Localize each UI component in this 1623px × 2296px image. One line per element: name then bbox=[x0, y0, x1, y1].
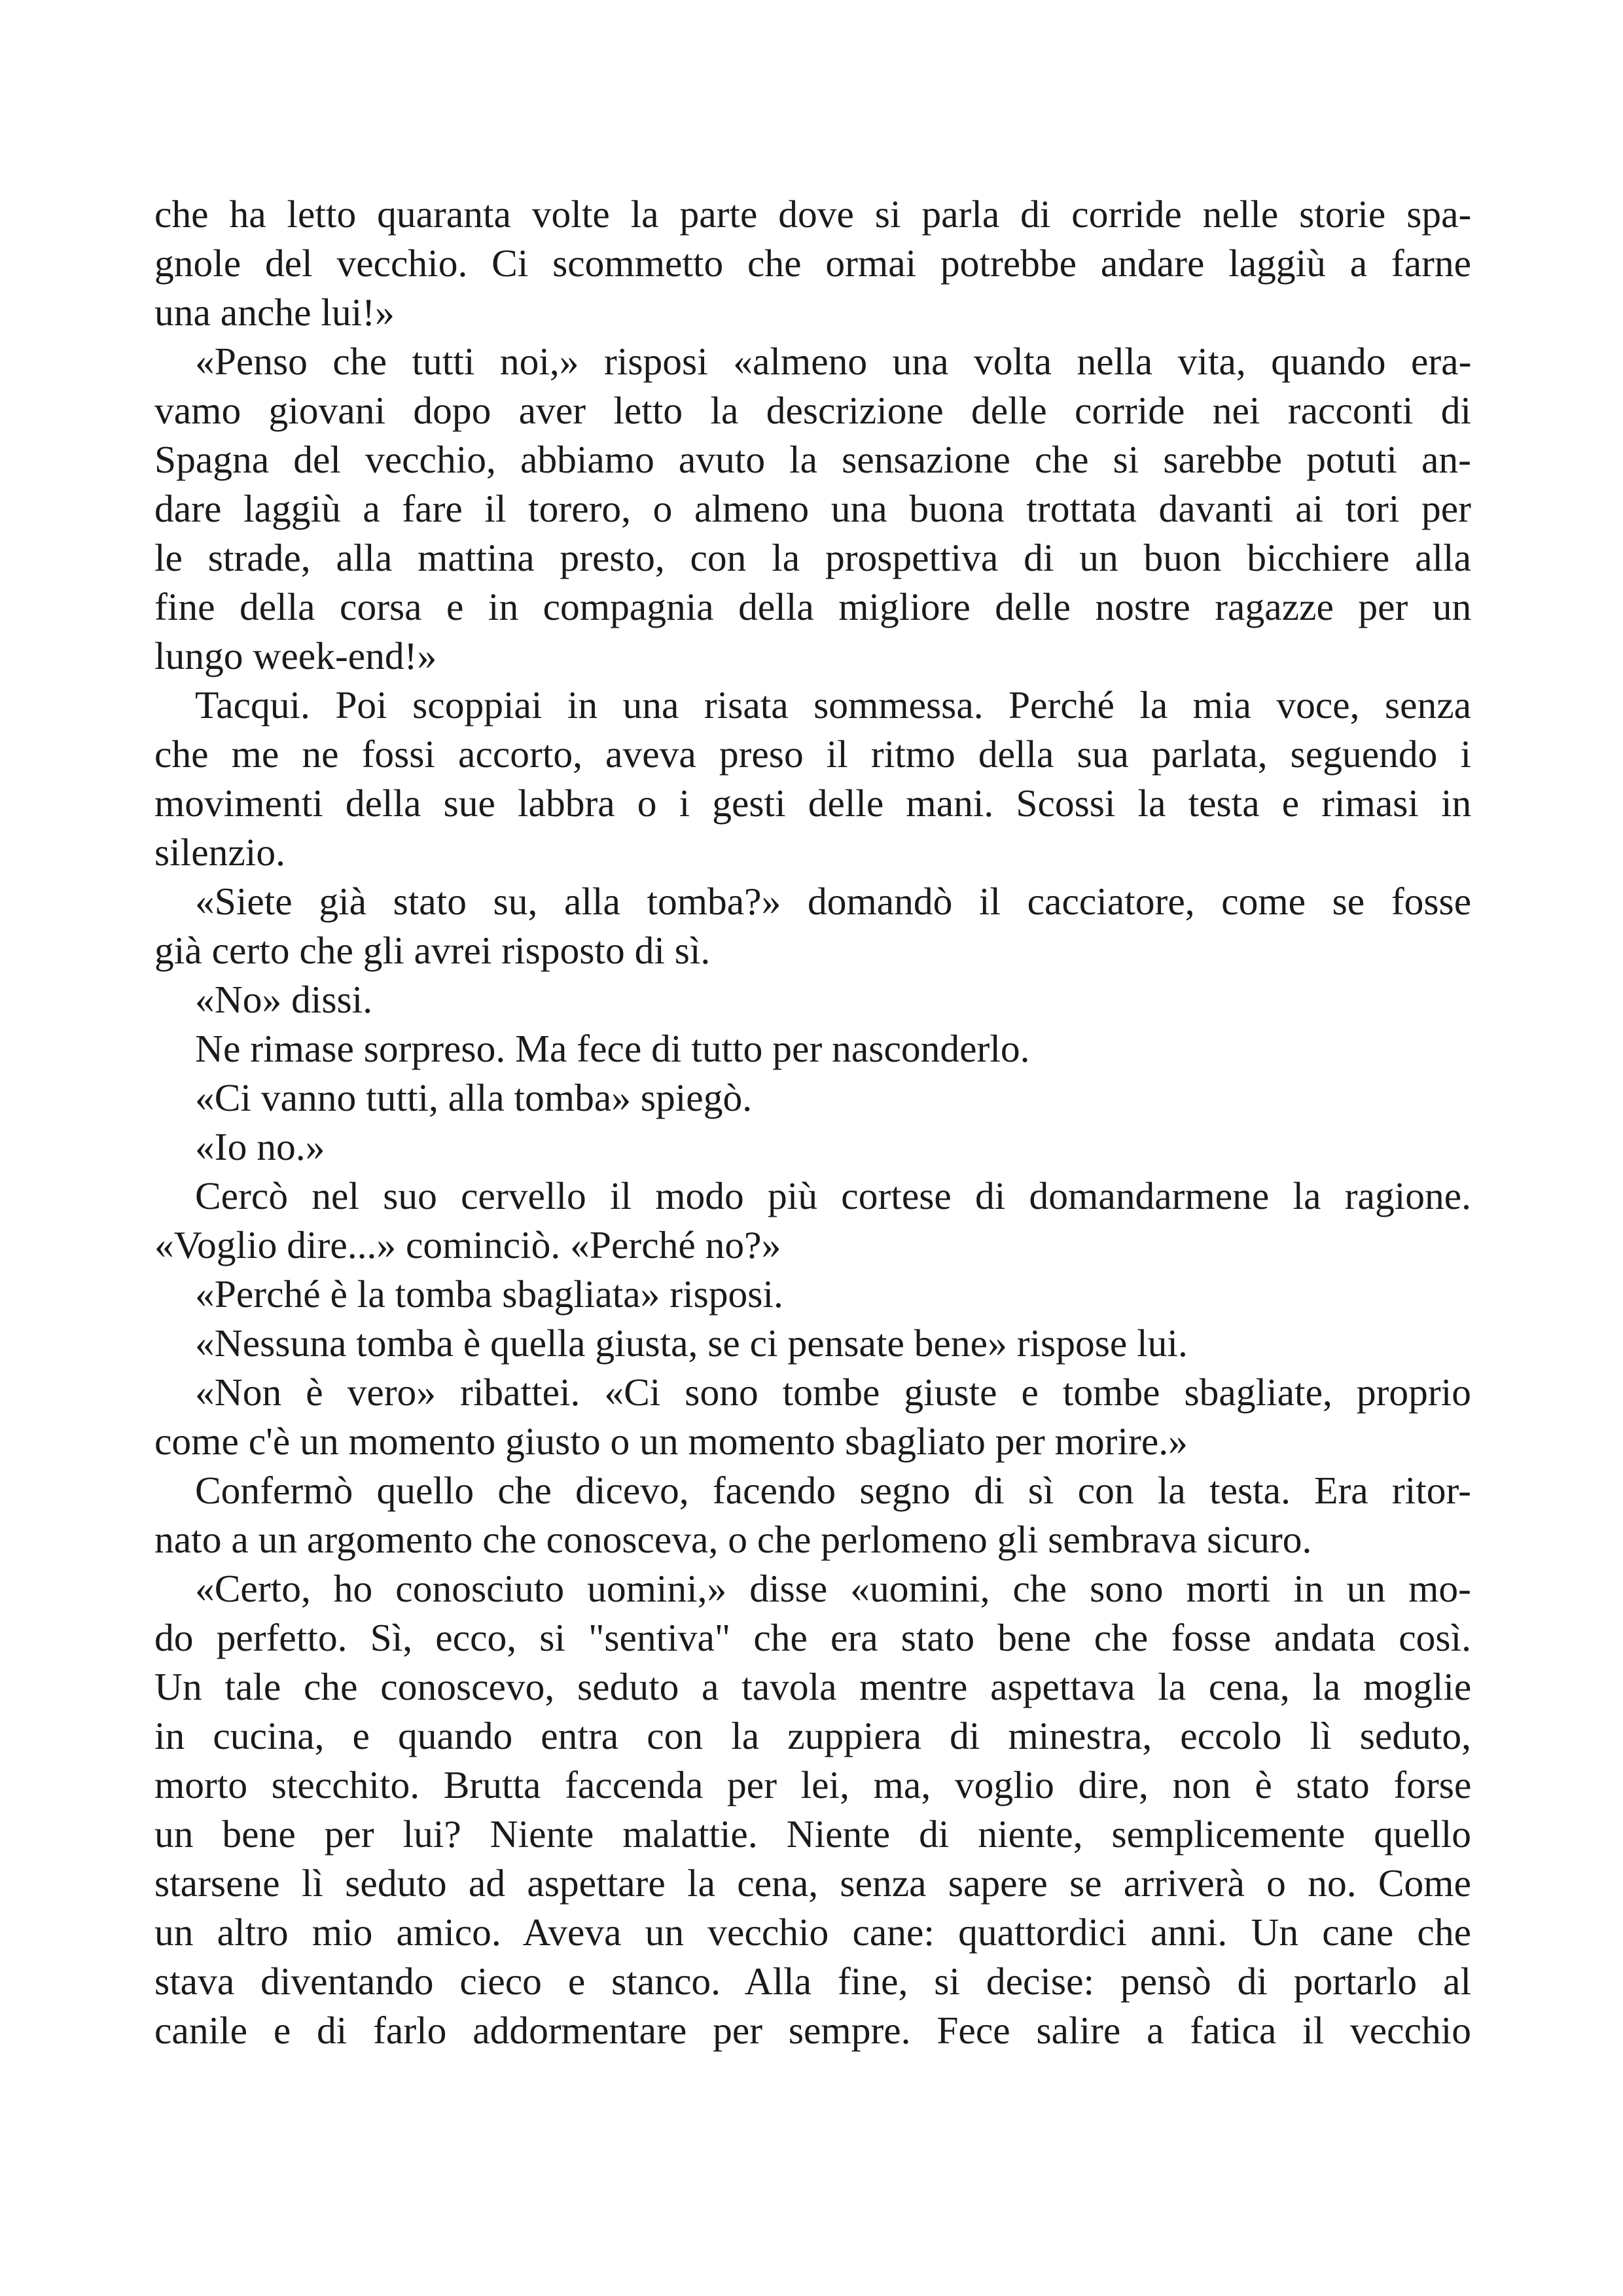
paragraph bbox=[154, 681, 1471, 877]
paragraph bbox=[154, 337, 1471, 681]
document-page bbox=[154, 190, 1471, 2055]
text-line: Tacqui. Poi scoppiai in una risata sommessa. Perché la mia voce, senza bbox=[195, 683, 1472, 726]
text-line: che me ne fossi accorto, aveva preso il ritmo della sua parlata, seguendo i bbox=[154, 732, 1471, 776]
paragraph bbox=[154, 975, 1471, 1024]
paragraph bbox=[154, 1319, 1471, 1368]
paragraph bbox=[154, 1270, 1471, 1319]
text-line: «Perché è la tomba sbagliata» risposi. bbox=[195, 1272, 783, 1316]
text-line: lungo week-end!» bbox=[154, 634, 437, 677]
text-line: già certo che gli avrei risposto di sì. bbox=[154, 929, 711, 972]
text-line: Ne rimase sorpreso. Ma fece di tutto per nasconderlo. bbox=[195, 1027, 1030, 1070]
text-line: un bene per lui? Niente malattie. Niente di niente, semplicemente quello bbox=[154, 1812, 1471, 1856]
text-line: dare laggiù a fare il torero, o almeno una buona trottata davanti ai tori per bbox=[154, 487, 1471, 530]
paragraph bbox=[154, 1073, 1471, 1122]
text-line: come c'è un momento giusto o un momento sbagliato per morire.» bbox=[154, 1420, 1188, 1463]
paragraph bbox=[154, 1172, 1471, 1270]
text-line: Confermò quello che dicevo, facendo segno di sì con la testa. Era ritor- bbox=[195, 1469, 1471, 1512]
text-line: vamo giovani dopo aver letto la descrizione delle corride nei racconti di bbox=[154, 389, 1471, 432]
text-line: do perfetto. Sì, ecco, si "sentiva" che era stato bene che fosse andata così. bbox=[154, 1616, 1471, 1659]
text-line: morto stecchito. Brutta faccenda per lei, ma, voglio dire, non è stato forse bbox=[154, 1763, 1472, 1806]
paragraph bbox=[154, 877, 1471, 975]
text-line: Un tale che conoscevo, seduto a tavola mentre aspettava la cena, la moglie bbox=[154, 1665, 1472, 1708]
paragraph bbox=[154, 1368, 1471, 1466]
paragraph bbox=[154, 1466, 1471, 1564]
text-line: «Nessuna tomba è quella giusta, se ci pensate bene» rispose lui. bbox=[195, 1321, 1188, 1365]
paragraph bbox=[154, 190, 1471, 337]
text-line: Spagna del vecchio, abbiamo avuto la sensazione che si sarebbe potuti an- bbox=[154, 438, 1471, 481]
text-line: «Non è vero» ribattei. «Ci sono tombe giuste e tombe sbagliate, proprio bbox=[195, 1371, 1471, 1414]
text-line: «No» dissi. bbox=[195, 978, 373, 1021]
text-line: starsene lì seduto ad aspettare la cena, senza sapere se arriverà o no. Come bbox=[154, 1861, 1471, 1905]
text-line: stava diventando cieco e stanco. Alla fine, si decise: pensò di portarlo al bbox=[154, 1960, 1471, 2003]
paragraph bbox=[154, 1122, 1471, 1172]
text-line: «Certo, ho conosciuto uomini,» disse «uomini, che sono morti in un mo- bbox=[195, 1567, 1471, 1610]
text-line: silenzio. bbox=[154, 831, 285, 874]
text-line: un altro mio amico. Aveva un vecchio cane: quattordici anni. Un cane che bbox=[154, 1910, 1471, 1954]
text-line: «Ci vanno tutti, alla tomba» spiegò. bbox=[195, 1076, 753, 1119]
text-line: «Siete già stato su, alla tomba?» domandò il cacciatore, come se fosse bbox=[195, 880, 1472, 923]
text-line: «Io no.» bbox=[195, 1125, 325, 1168]
text-line: Cercò nel suo cervello il modo più cortese di domandarmene la ragione. bbox=[195, 1174, 1472, 1217]
text-line: nato a un argomento che conosceva, o che perlomeno gli sembrava sicuro. bbox=[154, 1518, 1312, 1561]
text-line: le strade, alla mattina presto, con la prospettiva di un buon bicchiere alla bbox=[154, 536, 1471, 579]
text-line: «Voglio dire...» cominciò. «Perché no?» bbox=[154, 1223, 781, 1266]
text-line: fine della corsa e in compagnia della migliore delle nostre ragazze per un bbox=[154, 585, 1472, 628]
text-line: «Penso che tutti noi,» risposi «almeno una volta nella vita, quando era- bbox=[195, 340, 1472, 383]
text-line: gnole del vecchio. Ci scommetto che ormai potrebbe andare laggiù a farne bbox=[154, 242, 1472, 285]
text-line: movimenti della sue labbra o i gesti delle mani. Scossi la testa e rimasi in bbox=[154, 781, 1472, 825]
text-line: una anche lui!» bbox=[154, 291, 395, 334]
text-line: canile e di farlo addormentare per sempre. Fece salire a fatica il vecchio bbox=[154, 2009, 1472, 2052]
text-line: che ha letto quaranta volte la parte dove si parla di corride nelle storie spa- bbox=[154, 192, 1472, 236]
paragraph bbox=[154, 1024, 1471, 1073]
text-line: in cucina, e quando entra con la zuppiera di minestra, eccolo lì seduto, bbox=[154, 1714, 1471, 1757]
paragraph bbox=[154, 1564, 1471, 2055]
